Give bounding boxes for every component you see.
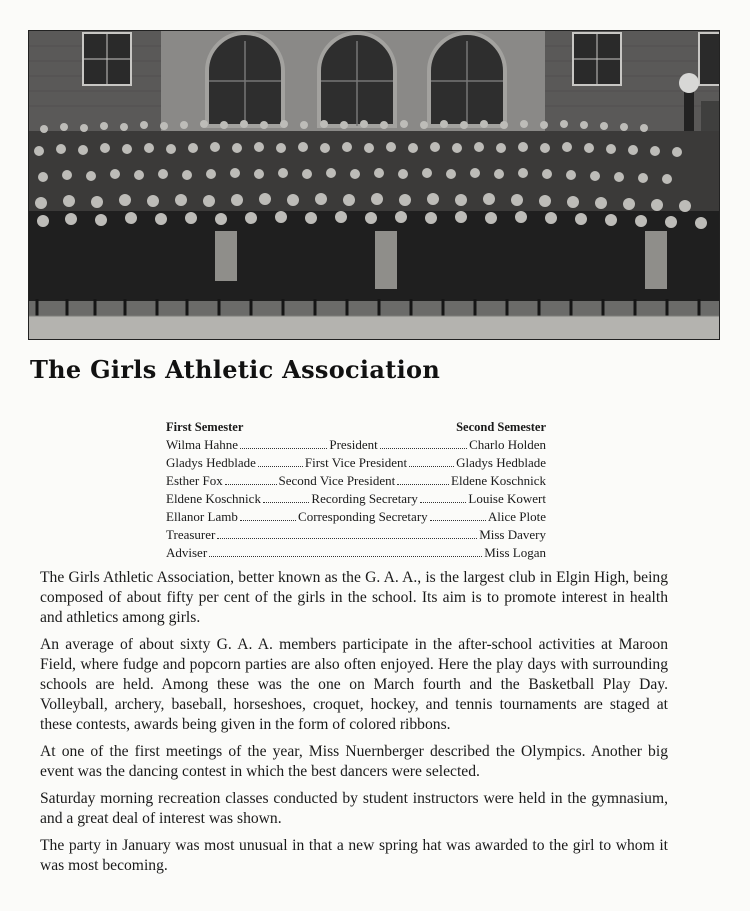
officers-header xyxy=(166,418,546,436)
paragraph: Saturday morning recreation classes conducted by student instructors were held in the gymnasium, and a great deal of interest was shown. xyxy=(40,790,668,827)
office-title: Adviser xyxy=(166,545,208,560)
second-semester-officer: Louise Kowert xyxy=(468,491,546,506)
first-semester-header: First Semester xyxy=(166,420,244,434)
officer-row xyxy=(166,472,546,490)
dot-leader xyxy=(240,520,296,521)
second-semester-header: Second Semester xyxy=(456,420,546,434)
page-title: The Girls Athletic Association xyxy=(30,355,441,384)
dot-leader xyxy=(217,538,477,539)
article-body xyxy=(40,568,668,883)
dot-leader xyxy=(240,448,327,449)
dot-leader xyxy=(409,466,454,467)
paragraph: The party in January was most unusual in that a new spring hat was awarded to the girl to whom it was most becoming. xyxy=(40,837,668,874)
second-semester-officer: Eldene Koschnick xyxy=(451,473,546,488)
paragraph: An average of about sixty G. A. A. members participate in the after-school activities at Maroon Field, where fudge and popcorn parties are also often enjoyed. Here the play days with surrounding schools are held. Among these was the one on March fourth and the Basketball Play Day. Volleyball, archery, baseball, horseshoes, croquet, hockey, and tennis tournaments are staged at these contests, awards being given in the form of colored ribbons. xyxy=(40,636,668,733)
office-title: Second Vice President xyxy=(278,473,396,488)
office-title: Treasurer xyxy=(166,527,216,542)
second-semester-officer: Gladys Hedblade xyxy=(456,455,546,470)
officer-row xyxy=(166,544,546,562)
dot-leader xyxy=(209,556,482,557)
first-semester-officer: Eldene Koschnick xyxy=(166,491,261,506)
second-semester-officer: Charlo Holden xyxy=(469,437,546,452)
paragraph: At one of the first meetings of the year, Miss Nuernberger described the Olympics. Another big event was the dancing contest in which the best dancers were selected. xyxy=(40,743,668,780)
dot-leader xyxy=(225,484,277,485)
first-semester-officer: Esther Fox xyxy=(166,473,223,488)
officers-table xyxy=(166,418,546,562)
dot-leader xyxy=(397,484,449,485)
dot-leader xyxy=(420,502,466,503)
office-title: President xyxy=(329,437,378,452)
office-title: Recording Secretary xyxy=(311,491,418,506)
second-semester-officer: Alice Plote xyxy=(487,509,546,524)
officer-row xyxy=(166,490,546,508)
dot-leader xyxy=(430,520,486,521)
officer-row xyxy=(166,508,546,526)
office-title: Corresponding Secretary xyxy=(298,509,428,524)
officer-row xyxy=(166,454,546,472)
dot-leader xyxy=(263,502,309,503)
office-title: First Vice President xyxy=(304,455,408,470)
dot-leader xyxy=(380,448,467,449)
group-photo xyxy=(28,30,720,340)
officer-name: Miss Davery xyxy=(479,527,546,542)
first-semester-officer: Ellanor Lamb xyxy=(166,509,238,524)
officer-name: Miss Logan xyxy=(484,545,546,560)
officer-row xyxy=(166,526,546,544)
first-semester-officer: Wilma Hahne xyxy=(166,437,239,452)
officer-row xyxy=(166,436,546,454)
dot-leader xyxy=(258,466,303,467)
first-semester-officer: Gladys Hedblade xyxy=(166,455,256,470)
paragraph: The Girls Athletic Association, better known as the G. A. A., is the largest club in Elgin High, being composed of about fifty per cent of the girls in the school. Its aim is to promote interest in health and athletics among girls. xyxy=(40,569,668,626)
